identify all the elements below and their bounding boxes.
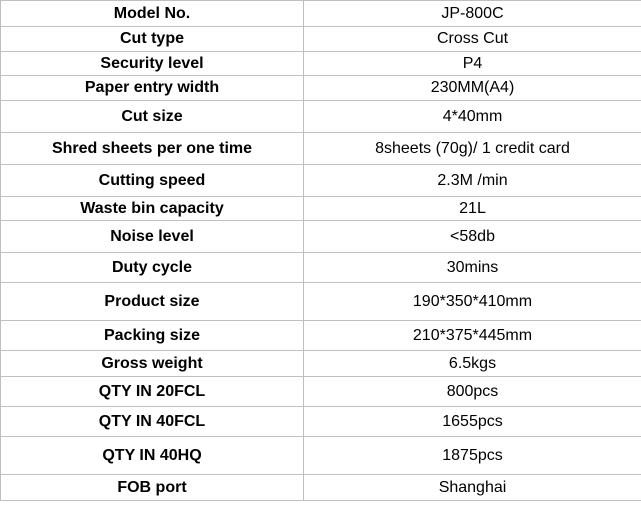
row-value: P4 [304, 52, 641, 76]
row-value: 2.3M /min [304, 165, 641, 197]
row-label: QTY IN 40FCL [1, 407, 304, 437]
row-label: Shred sheets per one time [1, 133, 304, 165]
row-label: Cut type [1, 27, 304, 52]
table-row [1, 101, 641, 133]
table-row [1, 351, 641, 377]
table-row [1, 1, 641, 27]
table-row [1, 133, 641, 165]
table-row [1, 377, 641, 407]
row-label: Product size [1, 283, 304, 321]
row-value: <58db [304, 221, 641, 253]
row-label: Security level [1, 52, 304, 76]
table-row [1, 165, 641, 197]
row-value: JP-800C [304, 1, 641, 27]
row-value: 1875pcs [304, 437, 641, 475]
row-label: Cut size [1, 101, 304, 133]
table-row [1, 27, 641, 52]
row-label: QTY IN 40HQ [1, 437, 304, 475]
table-row [1, 253, 641, 283]
table-row [1, 283, 641, 321]
row-value: 210*375*445mm [304, 321, 641, 351]
row-value: 8sheets (70g)/ 1 credit card [304, 133, 641, 165]
row-label: Noise level [1, 221, 304, 253]
row-label: Gross weight [1, 351, 304, 377]
row-label: FOB port [1, 475, 304, 501]
table-row [1, 52, 641, 76]
row-value: 1655pcs [304, 407, 641, 437]
row-value: 4*40mm [304, 101, 641, 133]
row-value: 800pcs [304, 377, 641, 407]
row-label: Model No. [1, 1, 304, 27]
row-value: 21L [304, 197, 641, 221]
table-row [1, 437, 641, 475]
row-label: Paper entry width [1, 76, 304, 101]
table-row [1, 197, 641, 221]
row-value: 230MM(A4) [304, 76, 641, 101]
table-row [1, 475, 641, 501]
row-label: Packing size [1, 321, 304, 351]
row-label: Waste bin capacity [1, 197, 304, 221]
row-label: Duty cycle [1, 253, 304, 283]
table-row [1, 407, 641, 437]
table-row [1, 76, 641, 101]
table-row [1, 221, 641, 253]
row-label: QTY IN 20FCL [1, 377, 304, 407]
row-value: Cross Cut [304, 27, 641, 52]
row-value: 190*350*410mm [304, 283, 641, 321]
row-value: 6.5kgs [304, 351, 641, 377]
row-value: 30mins [304, 253, 641, 283]
table-row [1, 321, 641, 351]
row-label: Cutting speed [1, 165, 304, 197]
row-value: Shanghai [304, 475, 641, 501]
